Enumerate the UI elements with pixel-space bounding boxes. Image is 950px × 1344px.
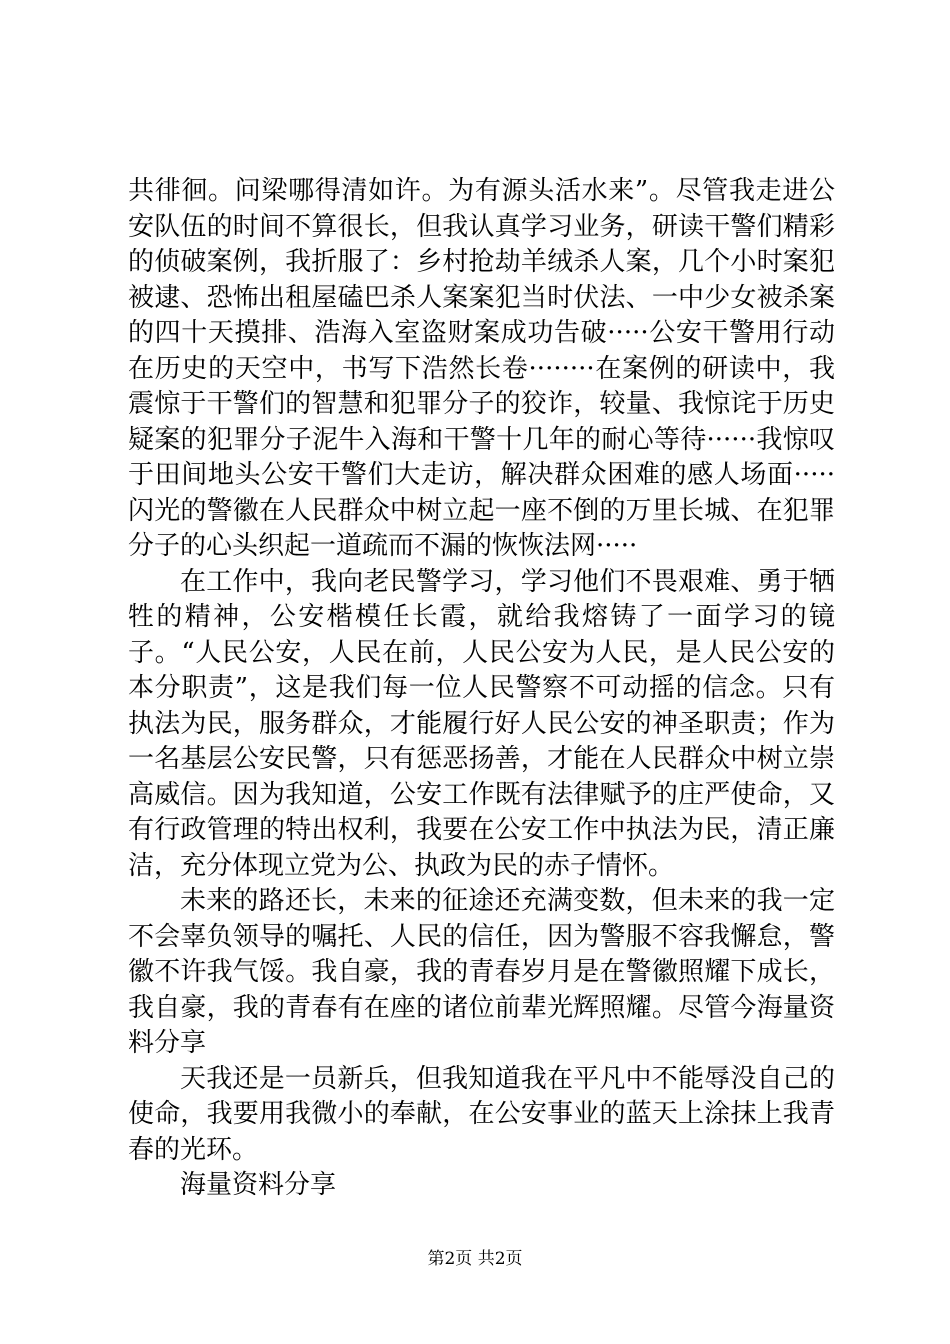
paragraph-future: 未来的路还长，未来的征途还充满变数，但未来的我一定不会辜负领导的嘱托、人民的信任，因为警服不容我懈怠，警徽不许我气馁。我自豪，我的青春岁月是在警徽照耀下成长，我自豪，我的青春有在座的诸位前辈光辉照耀。尽管今海量资料分享 bbox=[128, 886, 835, 1058]
page-footer: 第2页 共2页 bbox=[427, 1249, 523, 1269]
paragraph-share-note: 海量资料分享 bbox=[180, 1170, 337, 1200]
paragraph-closing: 天我还是一员新兵，但我知道我在平凡中不能辱没自己的使命，我要用我微小的奉献，在公安事业的蓝天上涂抹上我青春的光环。 bbox=[128, 1063, 835, 1165]
paragraph-work: 在工作中，我向老民警学习，学习他们不畏艰难、勇于牺牲的精神，公安楷模任长霞，就给我熔铸了一面学习的镜子。“人民公安，人民在前，人民公安为人民，是人民公安的本分职责”，这是我们每一位人民警察不可动摇的信念。只有执法为民，服务群众，才能履行好人民公安的神圣职责；作为一名基层公安民警，只有惩恶扬善，才能在人民群众中树立崇高威信。因为我知道，公安工作既有法律赋予的庄严使命，又有行政管理的特出权利，我要在公安工作中执法为民，清正廉洁，充分体现立党为公、执政为民的赤子情怀。 bbox=[128, 566, 835, 881]
document-body bbox=[128, 174, 835, 1204]
paragraph-continuation: 共徘徊。问梁哪得清如许。为有源头活水来”。尽管我走进公安队伍的时间不算很长，但我认真学习业务，研读干警们精彩的侦破案例，我折服了：乡村抢劫羊绒杀人案，几个小时案犯被逮、恐怖出租屋磕巴杀人案案犯当时伏法、一中少女被杀案的四十天摸排、浩海入室盗财案成功告破·····公安干警用行动在历史的天空中，书写下浩然长卷········在案例的研读中，我震惊于干警们的智慧和犯罪分子的狡诈，较量、我惊诧于历史疑案的犯罪分子泥牛入海和干警十几年的耐心等待······我惊叹于田间地头公安干警们大走访，解决群众困难的感人场面·····闪光的警徽在人民群众中树立起一座不倒的万里长城、在犯罪分子的心头织起一道疏而不漏的恢恢法网····· bbox=[128, 176, 835, 561]
